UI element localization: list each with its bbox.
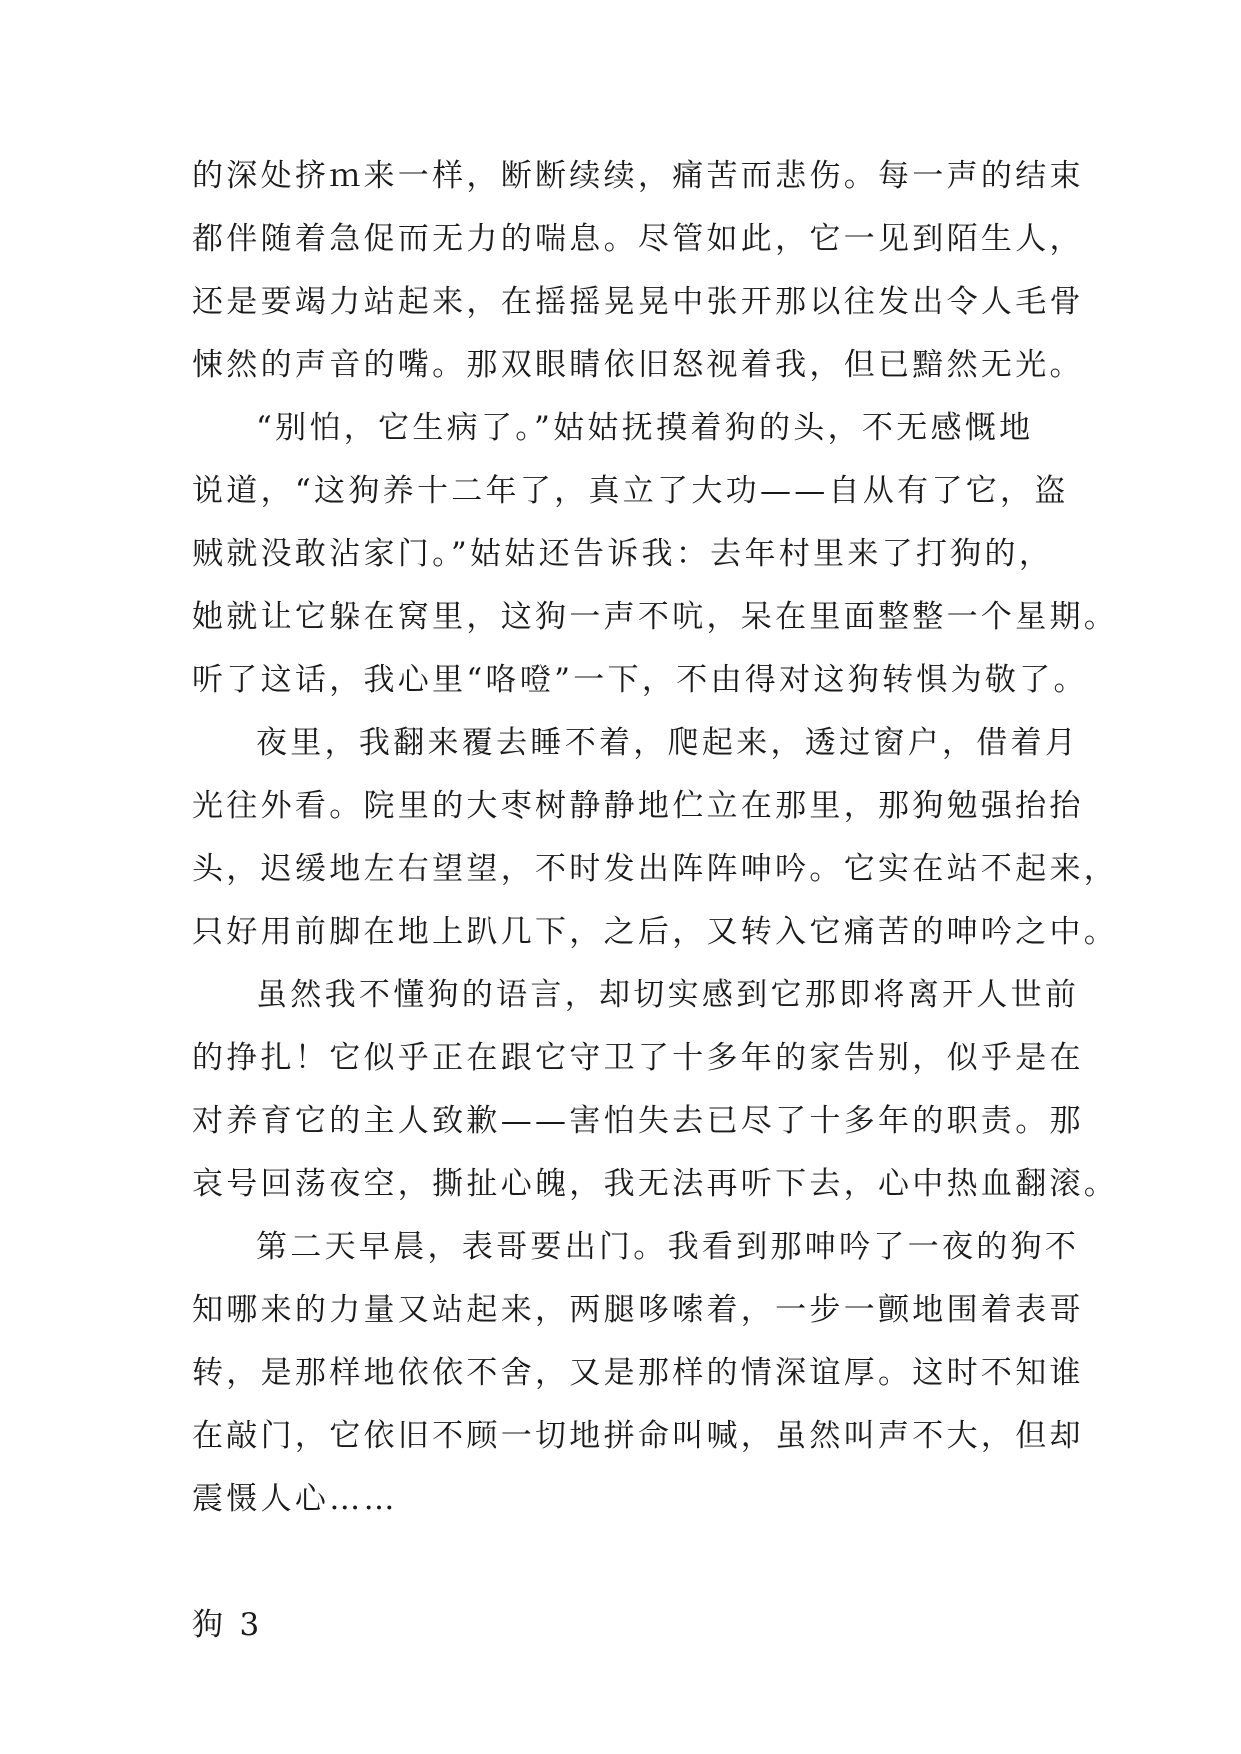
text-line: 悚然的声音的嘴。那双眼睛依旧怒视着我，但已黯然无光。 <box>192 347 1084 383</box>
text-line: 她就让它躲在窝里，这狗一声不吭，呆在里面整整一个星期。 <box>192 599 1119 635</box>
text-line: 听了这话，我心里“咯噔”一下，不由得对这狗转惧为敬了。 <box>192 662 1088 698</box>
text-line: 哀号回荡夜空，撕扯心魄，我无法再听下去，心中热血翻滚。 <box>192 1166 1119 1202</box>
text-line: 光往外看。院里的大枣树静静地伫立在那里，那狗勉强抬抬 <box>192 788 1084 824</box>
text-line: 第二天早晨，表哥要出门。我看到那呻吟了一夜的狗不 <box>256 1229 1080 1265</box>
text-line: 夜里，我翻来覆去睡不着，爬起来，透过窗户，借着月 <box>256 725 1080 761</box>
text-line: 都伴随着急促而无力的喘息。尽管如此，它一见到陌生人， <box>192 221 1084 257</box>
text-line: 还是要竭力站起来，在摇摇晃晃中张开那以往发出令人毛骨 <box>192 284 1084 320</box>
text-line: 对养育它的主人致歉——害怕失去已尽了十多年的职责。那 <box>192 1103 1084 1139</box>
text-line: 震慑人心…… <box>192 1481 398 1517</box>
text-line: 只好用前脚在地上趴几下，之后，又转入它痛苦的呻吟之中。 <box>192 914 1119 950</box>
text-line: 说道，“这狗养十二年了，真立了大功——自从有了它，盗 <box>192 473 1069 509</box>
text-line: 贼就没敢沾家门。”姑姑还告诉我：去年村里来了打狗的， <box>192 536 1054 572</box>
text-line: 在敲门，它依旧不顾一切地拼命叫喊，虽然叫声不大，但却 <box>192 1418 1084 1454</box>
text-line: “别怕，它生病了。”姑姑抚摸着狗的头，不无感慨地 <box>256 410 1034 446</box>
text-line: 转，是那样地依依不舍，又是那样的情深谊厚。这时不知谁 <box>192 1355 1084 1391</box>
text-line: 的挣扎！它似乎正在跟它守卫了十多年的家告别，似乎是在 <box>192 1040 1084 1076</box>
text-line: 的深处挤ｍ来一样，断断续续，痛苦而悲伤。每一声的结束 <box>192 158 1084 194</box>
text-line: 头，迟缓地左右望望，不时发出阵阵呻吟。它实在站不起来， <box>192 851 1119 887</box>
text-line: 虽然我不懂狗的语言，却切实感到它那即将离开人世前 <box>256 977 1080 1013</box>
section-heading: 狗 3 <box>192 1607 263 1643</box>
text-line: 知哪来的力量又站起来，两腿哆嗦着，一步一颤地围着表哥 <box>192 1292 1084 1328</box>
